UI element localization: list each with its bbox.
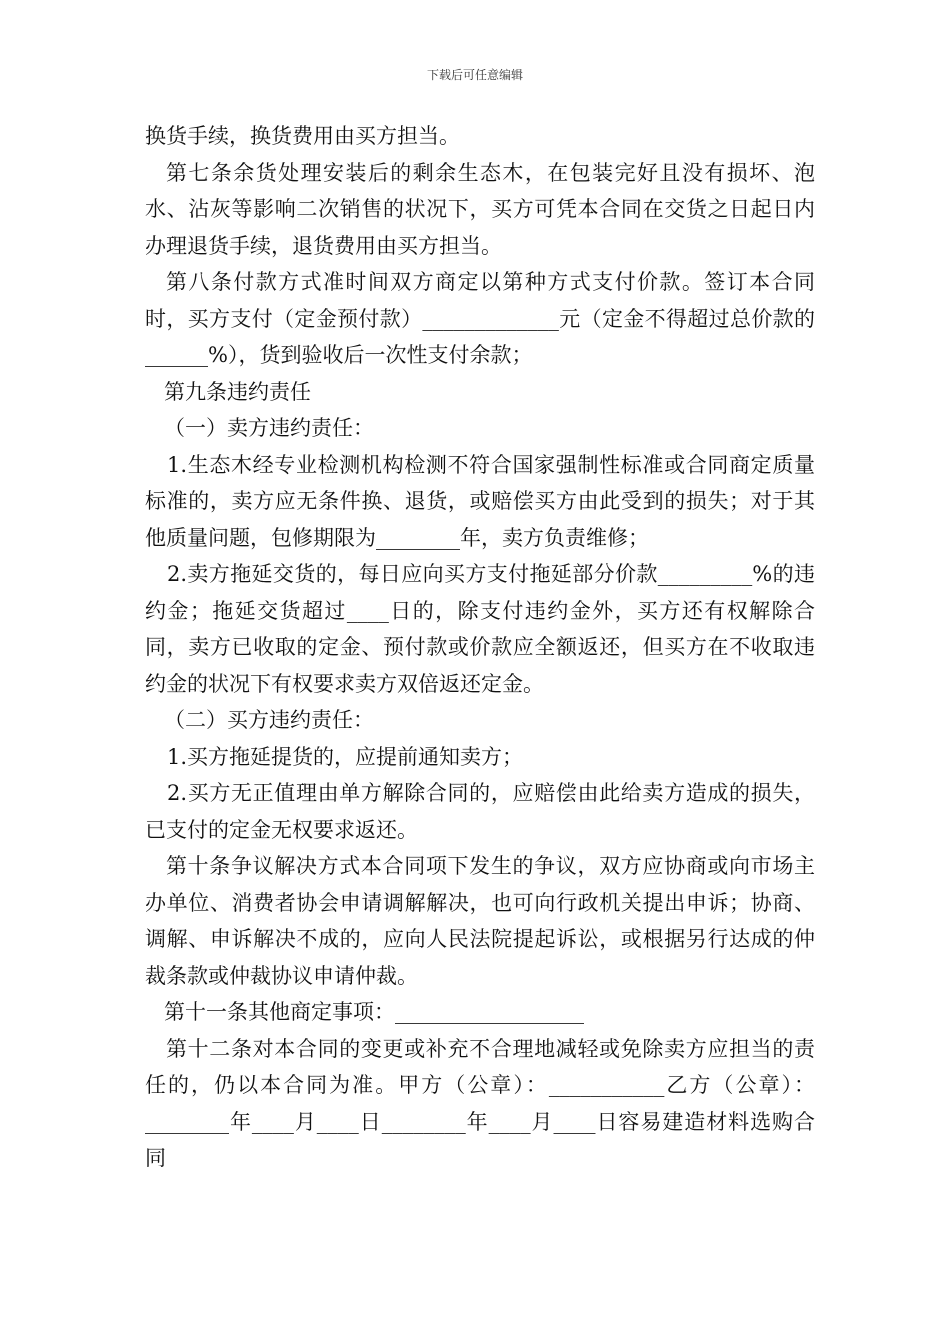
paragraph-seller-liability-1: 1.生态木经专业检测机构检测不符合国家强制性标准或合同商定质量标准的，卖方应无条件换、退货，或赔偿买方由此受到的损失；对于其他质量问题，包修期限为________年，卖方负责维修； [145,452,815,550]
paragraph-article-8: 第八条付款方式准时间双方商定以第种方式支付价款。签订本合同时，买方支付（定金预付款）_____________元（定金不得超过总价款的______%），货到验收后一次性支付余款； [145,270,815,367]
paragraph-buyer-liability-heading: （二）买方违约责任： [164,708,374,732]
document-body [145,118,815,1177]
paragraph-article-10: 第十条争议解决方式本合同项下发生的争议，双方应协商或向市场主办单位、消费者协会申请调解解决，也可向行政机关提出申诉；协商、调解、申诉解决不成的，应向人民法院提起诉讼，或根据另行达成的仲裁条款或仲裁协议申请仲裁。 [145,854,815,988]
paragraph-seller-liability-heading: （一）卖方违约责任： [164,416,374,440]
paragraph-exchange-fee: 换货手续，换货费用由买方担当。 [145,124,460,148]
page-header: 下载后可任意编辑 [426,68,523,82]
paragraph-article-9-heading: 第九条违约责任 [164,379,311,404]
paragraph-article-11: 第十一条其他商定事项：__________________ [164,1000,584,1024]
paragraph-buyer-liability-1: 1.买方拖延提货的，应提前通知卖方； [167,744,524,769]
paragraph-article-7: 第七条余货处理安装后的剩余生态木，在包装完好且没有损坏、泡水、沾灰等影响二次销售的状况下，买方可凭本合同在交货之日起日内办理退货手续，退货费用由买方担当。 [145,160,815,258]
paragraph-seller-liability-2: 2.卖方拖延交货的，每日应向买方支付拖延部分价款_________%的违约金；拖延交货超过____日的，除支付违约金外，买方还有权解除合同，卖方已收取的定金、预付款或价款应全额返还，但买方在不收取违约金的状况下有权要求卖方双倍返还定金。 [145,562,815,696]
paragraph-buyer-liability-2: 2.买方无正值理由单方解除合同的，应赔偿由此给卖方造成的损失，已支付的定金无权要求返还。 [145,781,815,842]
paragraph-article-12: 第十二条对本合同的变更或补充不合理地减轻或免除卖方应担当的责任的，仍以本合同为准。甲方（公章）：___________乙方（公章）：________年____月____日________年____月____日容易建造材料选购合同 [145,1036,815,1170]
